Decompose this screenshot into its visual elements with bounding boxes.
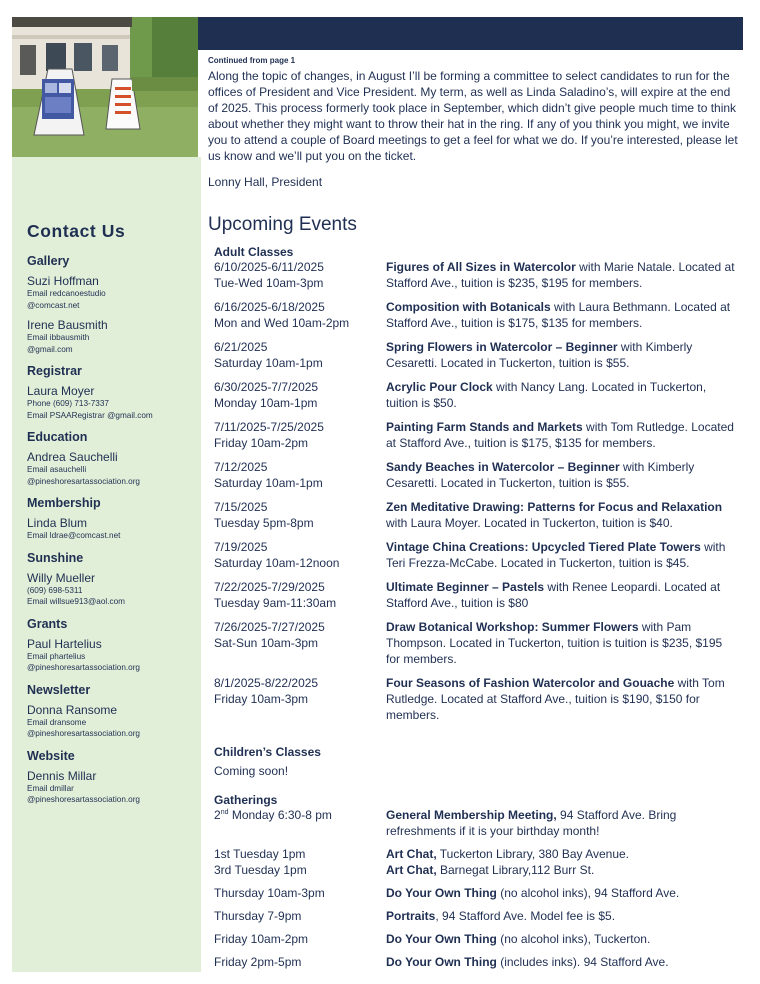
contact-group-grants <box>27 617 199 674</box>
contact-person <box>27 318 199 355</box>
event-row <box>214 619 744 667</box>
gathering-when: Friday 10am-2pm <box>214 932 309 946</box>
gathering-when: Friday 2pm-5pm <box>214 955 302 969</box>
contact-email[interactable]: Email phartelius <box>27 651 86 661</box>
contact-group-newsletter <box>27 683 199 740</box>
gathering-name: Do Your Own Thing <box>386 932 497 946</box>
contact-person <box>27 703 199 740</box>
event-name: Draw Botanical Workshop: Summer Flowers <box>386 620 639 634</box>
gatherings-heading: Gatherings <box>214 793 278 807</box>
gathering-when-suffix: nd <box>220 809 229 816</box>
event-row <box>214 419 744 451</box>
gathering-desc: (no alcohol inks), Tuckerton. <box>496 932 651 946</box>
group-heading: Gallery <box>27 254 70 268</box>
contact-name: Willy Mueller <box>27 570 96 585</box>
gathering-name: Do Your Own Thing <box>386 955 497 969</box>
contact-person <box>27 450 199 487</box>
event-desc: with Pam Thompson. Located in Tuckerton, tuition is tuition is $235, $195 for members. <box>386 620 723 666</box>
contact-person <box>27 637 199 674</box>
gathering-desc: , 94 Stafford Ave. Model fee is $5. <box>435 909 616 923</box>
contact-group-registrar <box>27 364 199 421</box>
intro-paragraph: Along the topic of changes, in August I’ll be forming a committee to select candidates to run for the offices of President and Vice President. My term, as well as Linda Saladino’s, will expire at the end of 2025. This process formerly took place in September, which didn’t give people much time to think about whether they might want to throw their hat in the ring. If any of you think you might, we invite you to attend a couple of Board meetings to get a feel for what we do. If you’re interested, please let us know and we’ll put you on the ticket. <box>208 69 738 163</box>
gathering-row <box>214 846 744 878</box>
event-row <box>214 459 744 491</box>
event-time: Tuesday 9am-11:30am <box>214 596 337 610</box>
contact-name: Laura Moyer <box>27 384 95 398</box>
event-row <box>214 299 744 331</box>
contact-person <box>27 571 199 608</box>
gathering-when: Thursday 7-9pm <box>214 909 302 923</box>
event-date: 6/10/2025-6/11/2025 <box>214 260 324 274</box>
header-bar <box>198 17 743 50</box>
event-row <box>214 675 744 723</box>
gathering-row <box>214 908 744 924</box>
contact-name: Donna Ransome <box>27 702 118 717</box>
gathering-name: General Membership Meeting, <box>386 808 557 822</box>
gathering-desc: Barnegat Library,112 Burr St. <box>436 863 595 877</box>
group-heading: Sunshine <box>27 550 84 565</box>
event-time: Tue-Wed 10am-3pm <box>214 276 324 290</box>
event-time: Saturday 10am-1pm <box>214 356 323 370</box>
event-desc: with Laura Moyer. Located in Tuckerton, tuition is $40. <box>386 516 673 530</box>
contact-email[interactable]: @pineshoresartassociation.org <box>27 476 140 486</box>
contact-person <box>27 384 199 421</box>
adult-classes-heading: Adult Classes <box>214 245 294 259</box>
group-heading: Education <box>27 430 88 444</box>
event-row <box>214 499 744 531</box>
contact-email[interactable]: @gmail.com <box>27 344 73 354</box>
event-date: 7/15/2025 <box>214 500 268 514</box>
contact-phone[interactable]: Phone (609) 713-7337 <box>27 399 109 408</box>
group-heading: Membership <box>27 496 101 510</box>
contact-person <box>27 769 199 806</box>
event-time: Monday 10am-1pm <box>214 396 318 410</box>
contact-name: Andrea Sauchelli <box>27 450 118 464</box>
gathering-name: Art Chat, <box>386 863 437 877</box>
event-name: Zen Meditative Drawing: Patterns for Focus and Relaxation <box>386 500 723 514</box>
gathering-name: Do Your Own Thing <box>386 886 497 900</box>
contact-email[interactable]: Email asauchelli <box>27 465 87 474</box>
contact-group-website <box>27 749 199 806</box>
event-time: Saturday 10am-12noon <box>214 556 340 570</box>
contact-email[interactable]: @pineshoresartassociation.org <box>27 729 140 738</box>
gathering-when: 3rd Tuesday 1pm <box>214 863 307 877</box>
gathering-desc: Tuckerton Library, 380 Bay Avenue. <box>436 847 630 861</box>
contact-email[interactable]: @comcast.net <box>27 300 80 310</box>
event-row <box>214 339 744 371</box>
continued-label: Continued from page 1 <box>208 56 296 65</box>
gathering-when: 1st Tuesday 1pm <box>214 847 306 861</box>
contact-email[interactable]: @pineshoresartassociation.org <box>27 795 140 804</box>
gathering-name: Art Chat, <box>386 847 437 861</box>
event-time: Saturday 10am-1pm <box>214 476 323 490</box>
event-date: 7/11/2025-7/25/2025 <box>214 420 324 434</box>
contact-email[interactable]: Email ldrae@comcast.net <box>27 531 121 540</box>
event-time: Mon and Wed 10am-2pm <box>214 316 350 330</box>
event-desc: with Tom Rutledge. Located at Stafford Ave., tuition is $175, $135 for members. <box>386 420 734 450</box>
children-classes-note: Coming soon! <box>214 764 289 778</box>
contact-list <box>27 254 199 815</box>
event-desc: with Laura Bethmann. Located at Stafford Ave., tuition is $175, $135 for members. <box>386 300 731 330</box>
event-date: 7/19/2025 <box>214 540 268 554</box>
event-name: Four Seasons of Fashion Watercolor and Gouache <box>386 676 675 690</box>
contact-group-gallery <box>27 254 199 355</box>
event-date: 7/12/2025 <box>214 460 268 474</box>
contact-group-membership <box>27 496 199 542</box>
contact-person <box>27 516 199 542</box>
gathering-desc: (includes inks). 94 Stafford Ave. <box>496 955 669 969</box>
gathering-when: Thursday 10am-3pm <box>214 886 325 900</box>
gathering-desc: (no alcohol inks), 94 Stafford Ave. <box>496 886 680 900</box>
contact-email[interactable]: Email willsue913@aol.com <box>27 597 125 606</box>
contact-email[interactable]: Email dmillar <box>27 783 74 793</box>
contact-email[interactable]: Email redcanoestudio <box>27 289 106 298</box>
event-name: Painting Farm Stands and Markets <box>386 420 583 434</box>
events-list <box>214 245 744 977</box>
event-name: Acrylic Pour Clock <box>386 380 493 394</box>
event-name: Composition with Botanicals <box>386 300 551 314</box>
event-row <box>214 379 744 411</box>
event-name: Vintage China Creations: Upcycled Tiered Plate Towers <box>386 540 701 554</box>
group-heading: Website <box>27 748 75 763</box>
event-date: 7/26/2025-7/27/2025 <box>214 620 325 634</box>
events-title: Upcoming Events <box>208 214 357 235</box>
event-desc: with Tom Rutledge. Located at Stafford Ave., tuition is $190, $150 for members. <box>386 676 725 722</box>
contact-group-education <box>27 430 199 487</box>
signature: Lonny Hall, President <box>208 175 323 189</box>
group-heading: Grants <box>27 616 68 631</box>
contact-name: Linda Blum <box>27 516 88 530</box>
event-desc: with Marie Natale. Located at Stafford Ave., tuition is $235, $195 for members. <box>386 260 735 290</box>
contact-email[interactable]: Email dransome <box>27 717 87 727</box>
contact-group-sunshine <box>27 551 199 608</box>
gathering-desc: 94 Stafford Ave. Bring refreshments if it is your birthday month! <box>386 808 677 838</box>
contact-email[interactable]: Email PSAARegistrar @gmail.com <box>27 410 153 420</box>
contact-email[interactable]: Email ibbausmith <box>27 333 90 342</box>
gathering-row <box>214 931 744 947</box>
contact-name: Dennis Millar <box>27 768 97 783</box>
event-desc: with Kimberly Cesaretti. Located in Tuckerton, tuition is $55. <box>386 340 693 370</box>
event-desc: with Nancy Lang. Located in Tuckerton, tuition is $50. <box>386 380 707 410</box>
gathering-name: Portraits <box>386 909 436 923</box>
event-date: 7/22/2025-7/29/2025 <box>214 580 325 594</box>
event-name: Figures of All Sizes in Watercolor <box>386 260 576 274</box>
gathering-row <box>214 954 744 970</box>
event-desc: with Renee Leopardi. Located at Stafford Ave., tuition is $80 <box>386 580 721 610</box>
event-time: Sat-Sun 10am-3pm <box>214 636 319 650</box>
gathering-when-num: 2 <box>214 808 221 822</box>
gathering-when: Monday 6:30-8 pm <box>228 808 332 822</box>
event-row <box>214 259 744 291</box>
gathering-row <box>214 885 744 901</box>
group-heading: Registrar <box>27 364 82 378</box>
event-row <box>214 579 744 611</box>
contact-email[interactable]: @pineshoresartassociation.org <box>27 663 140 672</box>
contact-phone[interactable]: (609) 698-5311 <box>27 585 83 595</box>
event-name: Spring Flowers in Watercolor – Beginner <box>386 340 618 354</box>
event-desc: with Kimberly Cesaretti. Located in Tuckerton, tuition is $55. <box>386 460 695 490</box>
event-date: 6/30/2025-7/7/2025 <box>214 380 319 394</box>
event-name: Sandy Beaches in Watercolor – Beginner <box>386 460 620 474</box>
president-message <box>208 56 738 189</box>
event-time: Tuesday 5pm-8pm <box>214 516 314 530</box>
contact-title: Contact Us <box>27 221 126 241</box>
event-date: 6/16/2025-6/18/2025 <box>214 300 325 314</box>
gathering-row <box>214 807 744 839</box>
event-time: Friday 10am-3pm <box>214 692 309 706</box>
event-date: 8/1/2025-8/22/2025 <box>214 676 319 690</box>
event-date: 6/21/2025 <box>214 340 268 354</box>
contact-name: Paul Hartelius <box>27 636 102 651</box>
event-desc: with Teri Frezza-McCabe. Located in Tuckerton, tuition is $45. <box>386 540 726 570</box>
event-time: Friday 10am-2pm <box>214 436 309 450</box>
event-row <box>214 539 744 571</box>
contact-person <box>27 274 199 311</box>
contact-name: Suzi Hoffman <box>27 274 99 288</box>
group-heading: Newsletter <box>27 682 91 697</box>
gallery-photo <box>12 17 198 157</box>
children-classes-heading: Children’s Classes <box>214 745 321 759</box>
contact-name: Irene Bausmith <box>27 318 108 332</box>
event-name: Ultimate Beginner – Pastels <box>386 580 545 594</box>
